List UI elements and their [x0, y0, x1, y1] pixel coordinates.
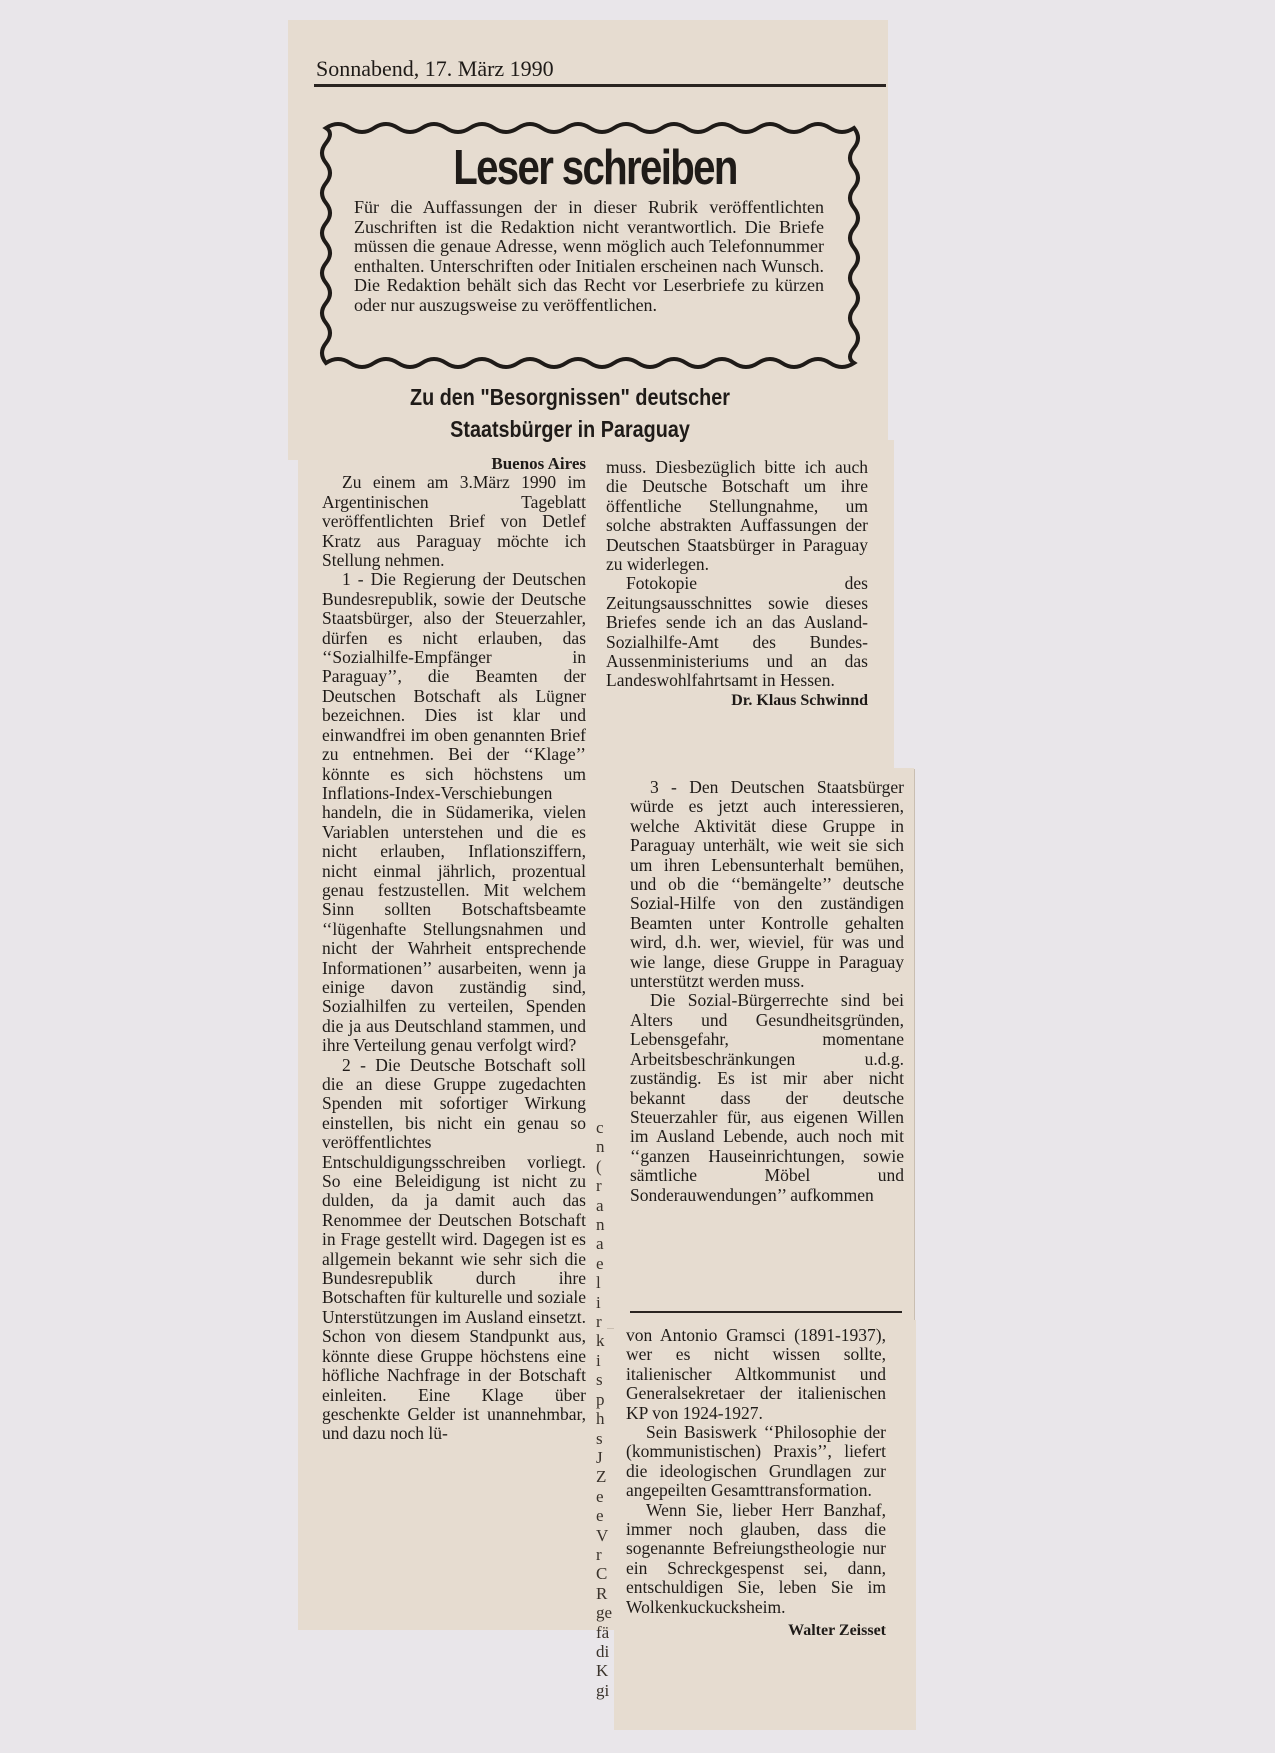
fragment-char: C: [596, 1564, 608, 1584]
letter2-column: [626, 1326, 886, 1641]
fragment-char: e: [596, 1506, 604, 1526]
fragment-char: n: [596, 1137, 605, 1157]
fragment-char: (: [596, 1156, 602, 1176]
fragment-char: i: [596, 1350, 601, 1370]
letter1-paragraph: 1 - Die Regierung der Deutschen Bundesrepublik, sowie der Deutsche Staatsbürger, also der Steuerzahler, dürfen es nicht erlauben, das ‘‘Sozialhilfe-Empfänger in Paraguay’’, die Beamten der Deutschen Botschaft als Lügner bezeichnen. Dies ist klar und einwandfrei im oben genannten Brief zu entnehmen. Bei der ‘‘Klage’’ könnte es sich höchstens um Inflations-Index-Verschiebungen handeln, die in Südamerika, vielen Variablen unterstehen und die es nicht erlauben, Inflationsziffern, nicht einmal jährlich, prozentual genau festzustellen. Mit welchem Sinn sollten Botschaftsbeamte ‘‘lügenhafte Stellungsnahmen und nicht der Wahrheit entsprechende Informationen’’ ausarbeiten, wenn ja einige davon zuständig sind, Sozialhilfen zu verteilen, Spenden die ja aus Deutschland stammen, und ihre Verteilung genau verfolgt wird?: [322, 569, 586, 1056]
letter1-paragraph: Fotokopie des Zeitungsausschnittes sowie dieses Briefes sende ich an das Ausland-Sozialhilfe-Amt des Bundes-Aussenministeriums und an das Landeswohlfahrtsamt in Hessen.: [606, 573, 868, 691]
fragment-char: r: [596, 1544, 602, 1564]
fragment-char: l: [596, 1273, 601, 1293]
letter1-headline-line1: Zu den "Besorgnissen" deutscher: [410, 384, 730, 410]
fragment-char: r: [596, 1176, 602, 1196]
fragment-char: k: [596, 1331, 605, 1351]
letter1-column-2: [606, 458, 868, 710]
letter2-paragraph: von Antonio Gramsci (1891-1937), wer es nicht wissen sollte, italienischer Altkommunist und Generalsekretaer der italienischen KP von 1924-1927.: [626, 1325, 886, 1423]
fragment-char: ge: [596, 1603, 613, 1623]
fragment-char: a: [596, 1234, 604, 1254]
fragment-char: e: [596, 1486, 604, 1506]
fragment-char: di: [596, 1641, 610, 1661]
letter1-place: Buenos Aires: [491, 454, 586, 473]
fragment-char: e: [596, 1253, 604, 1273]
fragment-char: h: [596, 1409, 605, 1429]
fragment-char: c: [596, 1118, 604, 1137]
letter2-signature: Walter Zeisset: [788, 1622, 886, 1640]
letter2-paragraph: Wenn Sie, lieber Herr Banzhaf, immer noch glauben, dass die sogenannte Befreiungstheologie nur ein Schreckgespenst sei, dann, entschuldigen Sie, leben Sie im Wolkenkuckucksheim.: [626, 1499, 886, 1617]
fragment-char: r: [596, 1312, 602, 1332]
fragment-char: s: [596, 1370, 603, 1390]
letter1-paragraph: 2 - Die Deutsche Botschaft soll die an diese Gruppe zugedachten Spenden mit sofortiger Wirkung einstellen, bis nicht ein genau so veröffentlichtes Entschuldigungsschreiben vorliegt. So eine Beleidigung ist nicht zu dulden, da ja damit auch das Renommee der Deutschen Botschaft in Frage gestellt wird. Dagegen ist es allgemein bekannt wie sehr sich die Bundesrepublik durch ihre Botschaften für kulturelle und soziale Unterstützungen im Ausland einsetzt. Schon von diesem Standpunkt aus, könnte diese Gruppe höchstens eine höfliche Nachfrage in der Botschaft einleiten. Eine Klage über geschenkte Gelder ist unannehmbar, und dazu noch lü-: [322, 1054, 586, 1444]
box-text: Für die Auffassungen der in dieser Rubrik veröffentlichten Zuschriften ist die Redaktion nicht verantwortlich. Die Briefe müssen die genaue Adresse, wenn möglich auch Telefonnummer enthalten. Unterschriften oder Initialen erscheinen nach Wunsch. Die Redaktion behält sich das Recht vor Leserbriefe zu kürzen oder nur auszugsweise zu veröffentlichen.: [354, 197, 824, 315]
fragment-char: J: [596, 1447, 603, 1467]
fragment-char: V: [596, 1525, 609, 1545]
fragment-char: s: [596, 1428, 603, 1448]
letter1-paragraph: Zu einem am 3.März 1990 im Argentinischen Tageblatt veröffentlichten Brief von Detlef Kratz aus Paraguay möchte ich Stellung nehmen.: [322, 472, 586, 571]
letter1-paragraph: Die Sozial-Bürgerrechte sind bei Alters und Gesundheitsgründen, Lebensgefahr, momentane Arbeitsbeschränkungen u.d.g. zuständig. Es ist mir aber nicht bekannt dass der deutsche Steuerzahler für, aus eigenen Willen im Ausland Lebende, auch noch mit ‘‘ganzen Hauseinrichtungen, sowie sämtliche Möbel und Sonderauwendungen’’ aufkommen: [630, 990, 904, 1205]
letter1-paragraph: muss. Diesbezüglich bitte ich auch die Deutsche Botschaft um ihre öffentliche Stellungnahme, um solche abstrakten Auffassungen der Deutschen Staatsbürger in Paraguay zu widerlegen.: [606, 457, 868, 575]
fragment-char: p: [596, 1389, 605, 1409]
date-line: Sonnabend, 17. März 1990: [316, 56, 554, 81]
fragment-char: K: [596, 1661, 609, 1681]
fragment-char: n: [596, 1215, 605, 1235]
letter1-column-1: [322, 454, 586, 1444]
cut-column-fragments: [596, 1118, 614, 1700]
fragment-char: fä: [596, 1622, 610, 1642]
date-rule: [314, 84, 886, 87]
fragment-char: Z: [596, 1467, 607, 1487]
fragment-char: a: [596, 1195, 604, 1215]
letter2-paragraph: Sein Basiswerk ‘‘Philosophie der (kommunistischen) Praxis’’, liefert die ideologischen Grundlagen zur angepeilten Gesamttransformation.: [626, 1422, 886, 1501]
letter1-headline-line2: Staatsbürger in Paraguay: [450, 416, 690, 442]
fragment-char: gi: [596, 1680, 610, 1700]
box-title: Leser schreiben: [453, 141, 737, 195]
letter1-paragraph: 3 - Den Deutschen Staatsbürger würde es jetzt auch interessieren, welche Aktivität diese Gruppe in Paraguay unterhält, wie weit sie sich um ihren Lebensunterhalt bemühen, und ob die ‘‘bemängelte’’ deutsche Sozial-Hilfe von den zuständigen Beamten unter Kontrolle gehalten wird, d.h. wer, wieviel, für was und wie lange, diese Gruppe in Paraguay unterstützt werden muss.: [630, 777, 904, 992]
fragment-char: i: [596, 1292, 601, 1312]
fragment-char: R: [596, 1583, 608, 1603]
insert-rule: [630, 1311, 902, 1313]
letter1-signature: Dr. Klaus Schwinnd: [731, 691, 868, 709]
letter1-insert: [630, 778, 904, 1205]
